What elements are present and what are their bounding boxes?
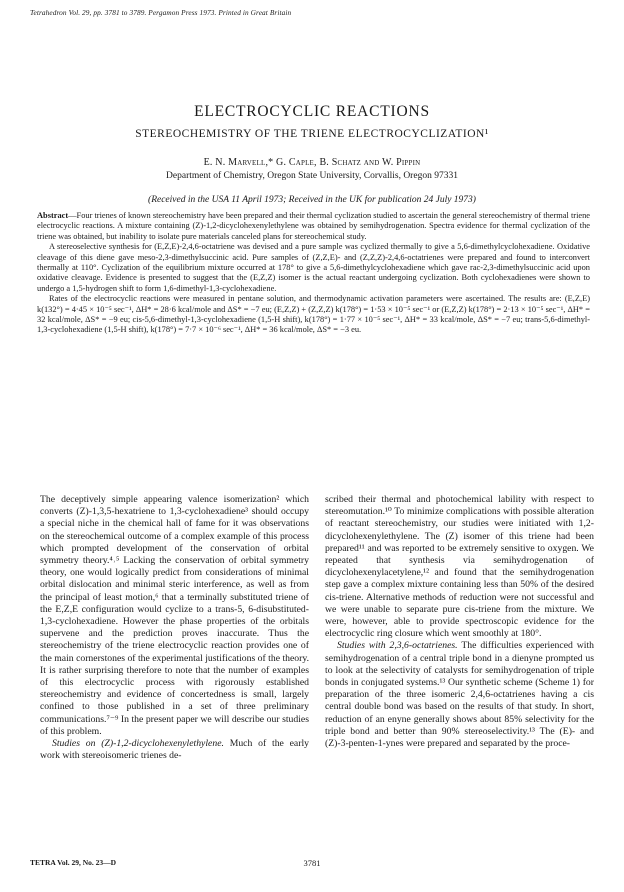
body-text-octatrienes: The difficulties experienced with semihydrogenation of a central triple bond in a dienyne prompted us to look at the selectivity of catalysts for semihydrogenation of triple bonds in conjugated systems.¹³ Our synthetic scheme (Scheme 1) for preparation of the three isomeric 2,4,6-octatrienes having a cis central double bond was based on the results of that study. In short, reduction of an enyne generally shows about 85% selectivity for the triple bond and better than 90% stereoselectivity.¹³ The (E)- and (Z)-3-penten-1-ynes were prepared and separated by the proce-: [325, 640, 594, 750]
abstract: [37, 211, 590, 336]
body-paragraph-continued: scribed their thermal and photochemical lability with respect to stereomutation.¹⁰ To minimize complications with possible alteration of reactant stereochemistry, our studies were initiated with 1,2-dicyclohexenylethylene. The (Z) isomer of this triene had been prepared¹¹ and was reported to be extremely sensitive to oxygen. We repeated that synthesis via semihydrogenation of dicyclohexenylacetylene,¹² and found that the semihydrogenation step gave a complex mixture containing less than 50% of the desired cis-triene. Alternative methods of reduction were not successful and we were unable to separate pure cis-triene from the mixture. We were, however, able to provide spectroscopic evidence for the electrocyclic ring closure which went smoothly at 180°.: [325, 494, 594, 640]
section-subhead-octatrienes: Studies with 2,3,6-octatrienes.: [337, 640, 458, 652]
body-column-right: [325, 494, 594, 750]
author-list: E. N. Marvell,* G. Caple, B. Schatz and W. Pippin: [203, 157, 421, 168]
abstract-label: Abstract: [37, 211, 69, 220]
affiliation: Department of Chemistry, Oregon State University, Corvallis, Oregon 97331: [166, 171, 458, 181]
abstract-paragraph-1: [37, 211, 590, 242]
received-dates: (Received in the USA 11 April 1973; Received in the UK for publication 24 July 1973): [148, 195, 476, 205]
article-subtitle: STEREOCHEMISTRY OF THE TRIENE ELECTROCYCLIZATION¹: [135, 128, 489, 140]
section-subhead-dicyclohexenyl: Studies on (Z)-1,2-dicyclohexenylethylene.: [52, 738, 224, 750]
body-paragraph-octatrienes: [325, 640, 594, 750]
body-paragraph-intro: The deceptively simple appearing valence isomerization² which converts (Z)-1,3,5-hexatriene to 1,3-cyclohexadiene³ should occupy a special niche in the chemical hall of fame for it was observations on the stereochemical outcome of a complex example of this process which prompted development of the conservation of orbital symmetry theory.⁴˒⁵ Lacking the conservation of orbital symmetry theory, one would logically predict from considerations of minimal orbital dislocation and minimal steric interference, as well as from the principal of least motion,⁶ that a terminally substituted triene of the E,Z,E configuration would cyclize to a trans-5, 6-disubstituted-1,3-cyclohexadiene. However the phase properties of the orbitals supervene and the prediction proves inaccurate. Thus the stereochemistry of the triene electrocyclic reaction provides one of the main cornerstones of the experimental justifications of the theory. It is rather surprising therefore to note that the number of examples of this electrocyclic process with rigorously established stereochemistry and evidence of concertedness is small, largely confined to those published in a set of three preliminary communications.⁷⁻⁹ In the present paper we will describe our studies of this problem.: [40, 494, 309, 737]
page-number: 3781: [303, 858, 321, 868]
body-text-dicyclohexenyl: Much of the early work with stereoisomeric trienes de-: [40, 738, 309, 762]
body-column-left: [40, 494, 309, 762]
body-paragraph-dicyclohexenyl: [40, 738, 309, 762]
article-title: ELECTROCYCLIC REACTIONS: [194, 103, 430, 120]
running-head: Tetrahedron Vol. 29, pp. 3781 to 3789. Pergamon Press 1973. Printed in Great Britain: [30, 8, 292, 17]
abstract-paragraph-2: A stereoselective synthesis for (E,Z,E)-2,4,6-octatriene was devised and a pure sample was cyclized thermally to give a 5,6-dimethylcyclohexadiene. Oxidative cleavage of this diene gave meso-2,3-dimethylsuccinic acid. Pure samples of (Z,Z,E)- and (Z,Z,Z)-2,4,6-octatrienes were prepared and found to interconvert thermally at 110°. Cyclization of the equilibrium mixture occurred at 178° to give a 5,6-dimethylcyclohexadiene which gave rac-2,3-dimethylsuccinic acid upon oxidative cleavage. Evidence is presented to suggest that the (E,Z,Z) isomer is the actual reactant undergoing cyclization. Both cyclohexadienes were shown to undergo a 1,5-hydrogen shift to form 1,6-dimethyl-1,3-cyclohexadiene.: [37, 242, 590, 293]
abstract-text-1: —Four trienes of known stereochemistry have been prepared and their thermal cyclization studied to ascertain the general stereochemistry of thermal triene electrocyclic reactions. A mixture containing (Z)-1,2-dicyclohexenylethylene was obtained by semihydrogenation. Spectra evidence for thermal cyclization of the triene was obtained, but inability to isolate pure materials canceled plans for stereochemical study.: [37, 211, 591, 241]
journal-footer: TETRA Vol. 29, No. 23—D: [30, 858, 117, 867]
abstract-paragraph-3: Rates of the electrocyclic reactions were measured in pentane solution, and thermodynamic activation parameters were ascertained. The results are: (E,Z,E) k(132°) = 4·45 × 10⁻⁵ sec⁻¹, ΔH* = 28·6 kcal/mole and ΔS* = −7 eu; (E,Z,Z) + (Z,Z,Z) k(178°) = 1·53 × 10⁻⁵ sec⁻¹ or (E,Z,Z) k(178°) = 2·13 × 10⁻⁵ sec⁻¹, ΔH* = 32 kcal/mole, ΔS* = −9 eu; cis-5,6-dimethyl-1,3-cyclohexadiene (1,5-H shift), k(178°) = 1·77 × 10⁻⁵ sec⁻¹, ΔH* = 33 kcal/mole, ΔS* = −7 eu; trans-5,6-dimethyl-1,3-cyclohexadiene (1,5-H shift), k(178°) = 7·7 × 10⁻⁶ sec⁻¹, ΔH* = 36 kcal/mole, ΔS* = −3 eu.: [37, 294, 590, 335]
